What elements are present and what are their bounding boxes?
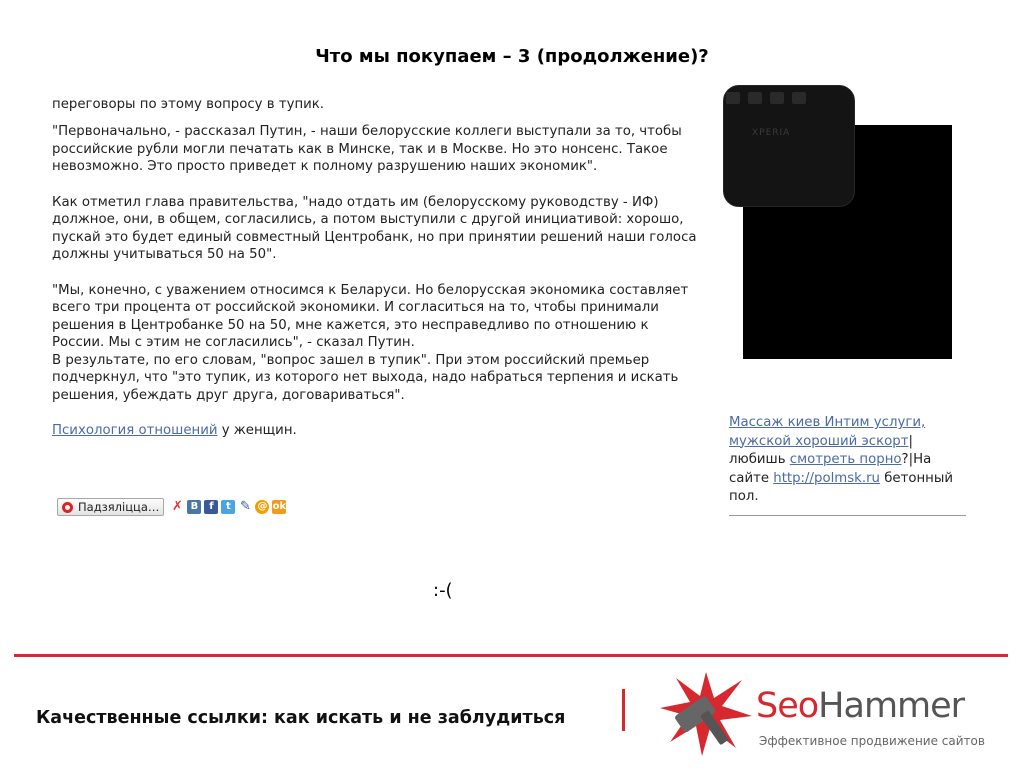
ya-icon[interactable]: ✗	[171, 499, 183, 514]
ad-text: бетонный пол.	[729, 470, 954, 504]
share-icon	[62, 502, 73, 513]
sidebar-ad-links	[729, 414, 969, 516]
vk-icon[interactable]: B	[187, 500, 201, 514]
logo-wordmark	[756, 686, 964, 726]
phone-app-icons	[726, 92, 806, 104]
article-footer-text: у женщин.	[217, 423, 297, 438]
article-paragraph: В результате, по его словам, "вопрос зашел в тупик". При этом российский премьер подчеркнул, что "это тупик, из которого нет выхода, надо набраться терпения и искать решения, убеждать друг друга, договариваться".	[52, 352, 679, 403]
phone-photo	[743, 125, 952, 359]
logo-seo: Seo	[756, 686, 819, 726]
article-paragraph: "Первоначально, - рассказал Путин, - наши белорусские коллеги выступали за то, чтобы российские рубли могли печатать как в Минске, так и в Москве. Но это нонсенс. Такое невозможно. Это просто приведет к полному разрушению наших экономик".	[52, 124, 682, 174]
ad-link-watch[interactable]: смотреть порно	[789, 452, 902, 467]
odnoklassniki-icon[interactable]: ok	[272, 501, 287, 512]
share-button-label: Падзяліцца…	[78, 500, 160, 514]
footer-divider	[14, 654, 1008, 657]
sad-face-caption: :-(	[433, 580, 453, 601]
slide-title: Что мы покупаем – 3 (продолжение)?	[315, 46, 709, 67]
sidebar-divider	[729, 515, 966, 516]
share-button[interactable]	[57, 498, 164, 516]
article-cut-line: переговоры по этому вопросу в тупик.	[52, 97, 325, 112]
phone-image	[723, 85, 855, 207]
article-screenshot	[52, 97, 702, 536]
psychology-link[interactable]: Психология отношений	[52, 423, 218, 438]
twitter-icon[interactable]: t	[221, 500, 235, 514]
article-paragraph: "Мы, конечно, с уважением относимся к Беларуси. Но белорусская экономика составляет всего три процента от российской экономики. И согласиться на то, чтобы принимали решения в Центробанке 50 на 50, мне кажется, это несправедливо по отношению к России. Мы с этим не согласились", - сказал Путин.	[52, 282, 689, 350]
mailru-icon[interactable]: @	[257, 501, 268, 512]
share-toolbar	[57, 498, 286, 516]
ad-link-massage[interactable]: Массаж киев Интим услуги, мужской хороший эскорт	[729, 415, 926, 449]
article-paragraph: Как отметил глава правительства, "надо отдать им (белорусскому руководству - ИФ) должное, они, в общем, согласились, а потом выступили с другой инициативой: хорошо, пускай это будет единый совместный Центробанк, но при принятии решений наши голоса должны учитываться 50 на 50".	[52, 194, 697, 262]
hammer-icon	[656, 668, 756, 758]
footer-separator	[622, 689, 625, 731]
seohammer-logo	[656, 668, 1016, 758]
phone-brand-label: XPERIA	[752, 128, 791, 138]
ad-link-polmsk[interactable]: http://polmsk.ru	[773, 470, 880, 486]
ad-text: ?|На сайте	[729, 452, 932, 486]
facebook-icon[interactable]: f	[204, 500, 218, 514]
logo-hammer: Hammer	[818, 686, 965, 726]
article-footer-line	[52, 422, 702, 440]
footer-headline: Качественные ссылки: как искать и не заблудиться	[36, 708, 566, 728]
ad-text: |любишь	[729, 433, 913, 467]
livejournal-icon[interactable]: ✎	[239, 499, 251, 514]
logo-tagline: Эффективное продвижение сайтов	[759, 734, 985, 748]
